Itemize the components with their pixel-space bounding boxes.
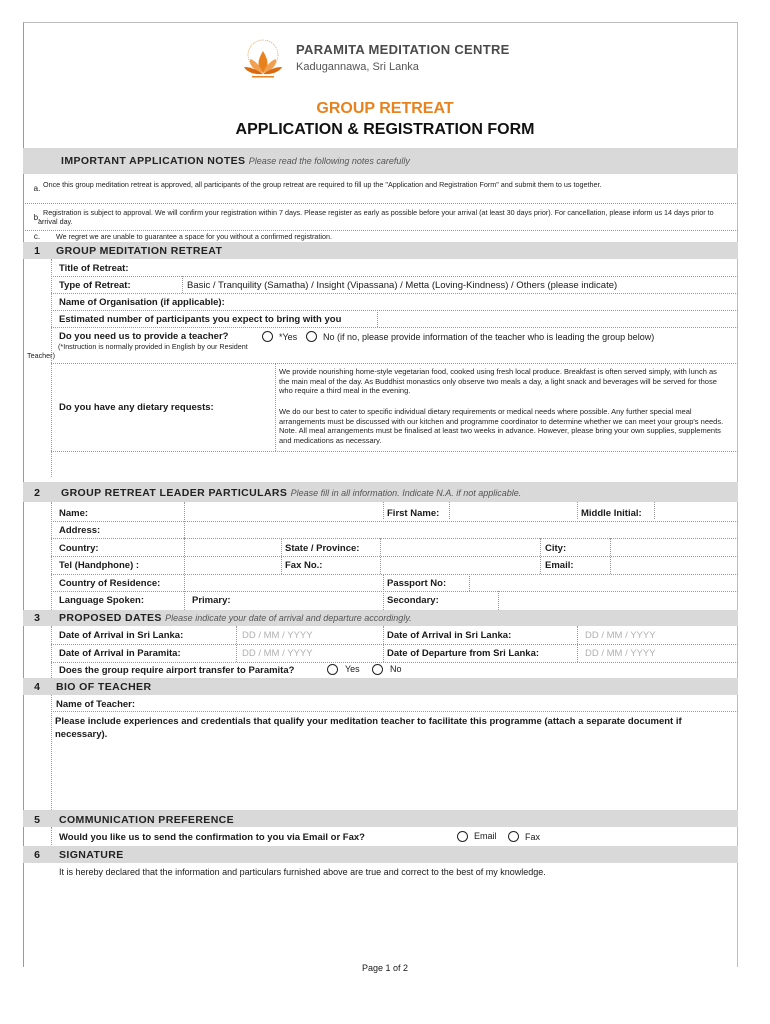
note-c: We regret we are unable to guarantee a space for you without a confirmed registration. (56, 232, 332, 241)
fax-radio[interactable] (508, 831, 519, 842)
arrival-sri-lanka-date-input[interactable]: DD / MM / YYYY (242, 630, 313, 641)
arrival-paramita-label: Date of Arrival in Paramita: (59, 648, 181, 659)
section2-title: GROUP RETREAT LEADER PARTICULARS Please fill in all information. Indicate N.A. if not applicable. (61, 487, 522, 499)
transfer-yes-radio[interactable] (327, 664, 338, 675)
section1-number: 1 (34, 245, 40, 257)
note-a: Once this group meditation retreat is approved, all participants of the group retreat are required to fill up the "Application and Registration Form" and submit them to us together. (43, 180, 602, 189)
residence-label: Country of Residence: (59, 578, 161, 589)
arrival-sri-lanka-right-date-input[interactable]: DD / MM / YYYY (585, 630, 656, 641)
state-label: State / Province: (285, 543, 360, 554)
dietary-question-label: Do you have any dietary requests: (59, 402, 214, 413)
section6-number: 6 (34, 849, 40, 861)
section4-title: BIO OF TEACHER (56, 681, 152, 693)
email-option-label: Email (474, 831, 497, 841)
dietary-info-paragraph-1: We provide nourishing home-style vegetarian food, cooked using fresh local produce. Breakfast is often served simply, with lunch as the main meal of the day. As Buddhist monastics only observe two meals a day, a light snack and beverages will be served for those who require a third meal in the evening. (279, 367, 717, 396)
departure-sri-lanka-date-input[interactable]: DD / MM / YYYY (585, 648, 656, 659)
type-of-retreat-options[interactable]: Basic / Tranquility (Samatha) / Insight (Vipassana) / Metta (Loving-Kindness) / Others (please indicate) (187, 280, 618, 291)
transfer-no-label: No (390, 664, 402, 674)
teacher-note: (*Instruction is normally provided in English by our Resident Teacher) (27, 342, 248, 360)
leader-name-label: Name: (59, 508, 89, 519)
arrival-sri-lanka-right-label: Date of Arrival in Sri Lanka: (387, 630, 512, 641)
org-name: PARAMITA MEDITATION CENTRE (296, 42, 510, 57)
org-location: Kadugannawa, Sri Lanka (296, 61, 419, 73)
teacher-yes-radio[interactable] (262, 331, 273, 342)
note-letter-a: a. (33, 184, 41, 193)
participants-label: Estimated number of participants you expect to bring with you (59, 314, 342, 325)
dietary-info-paragraph-2: We do our best to cater to specific individual dietary requirements or medical needs where possible. Any further special meal arrangements must be discussed with our kitchen and programme coordinator to determine whether we can meet your group's needs. Note. All meal arrangements must be finalised at least two weeks in advance. However, please bring your own supplies, supplements and medications as necessary. (279, 407, 724, 445)
transfer-yes-label: Yes (345, 664, 360, 674)
arrival-paramita-date-input[interactable]: DD / MM / YYYY (242, 648, 313, 659)
teacher-experience-label: Please include experiences and credentials that qualify your meditation teacher to facilitate this programme (attach a separate document if necessary). (55, 716, 682, 740)
middle-initial-label: Middle Initial: (581, 508, 642, 519)
section3-title: PROPOSED DATES Please indicate your date of arrival and departure accordingly. (59, 612, 412, 624)
organisation-name-label: Name of Organisation (if applicable): (59, 297, 225, 308)
city-label: City: (545, 543, 567, 554)
form-title: GROUP RETREAT (316, 100, 454, 117)
section5-number: 5 (34, 814, 40, 826)
section6-band (23, 846, 738, 863)
signature-declaration: It is hereby declared that the information and particulars furnished above are true and correct to the best of my knowledge. (59, 867, 546, 877)
teacher-question-label: Do you need us to provide a teacher? (59, 331, 229, 342)
section2-number: 2 (34, 487, 40, 499)
primary-language-label: Primary: (192, 595, 231, 606)
lotus-logo-icon (240, 37, 286, 81)
tel-label: Tel (Handphone) : (59, 560, 140, 571)
transfer-no-radio[interactable] (372, 664, 383, 675)
email-radio[interactable] (457, 831, 468, 842)
communication-question-label: Would you like us to send the confirmation to you via Email or Fax? (59, 832, 365, 843)
type-of-retreat-label: Type of Retreat: (59, 280, 131, 291)
teacher-yes-label: *Yes (279, 332, 298, 342)
section1-title: GROUP MEDITATION RETREAT (56, 245, 223, 257)
note-b: Registration is subject to approval. We will confirm your registration within 7 days. Please register as early as possible before your arrival (at least 30 days prior). For cancellation, please inform us 14 days prior to arrival day. (38, 208, 714, 226)
form-subtitle: APPLICATION & REGISTRATION FORM (235, 121, 535, 138)
title-of-retreat-label: Title of Retreat: (59, 263, 129, 274)
section4-number: 4 (34, 681, 40, 693)
secondary-language-label: Secondary: (387, 595, 439, 606)
teacher-no-radio[interactable] (306, 331, 317, 342)
first-name-label: First Name: (387, 508, 440, 519)
notes-title: IMPORTANT APPLICATION NOTES Please read the following notes carefully (61, 155, 410, 167)
passport-label: Passport No: (387, 578, 447, 589)
language-label: Language Spoken: (59, 595, 144, 606)
email-label: Email: (545, 560, 574, 571)
fax-no-label: Fax No.: (285, 560, 323, 571)
page-number: Page 1 of 2 (361, 963, 409, 973)
note-letter-c: c. (33, 232, 41, 241)
section6-title: SIGNATURE (59, 849, 124, 861)
fax-option-label: Fax (525, 832, 541, 842)
departure-sri-lanka-label: Date of Departure from Sri Lanka: (387, 648, 540, 659)
teacher-name-label: Name of Teacher: (56, 699, 136, 710)
arrival-sri-lanka-label: Date of Arrival in Sri Lanka: (59, 630, 184, 641)
country-label: Country: (59, 543, 99, 554)
address-label: Address: (59, 525, 101, 536)
section3-number: 3 (34, 612, 40, 624)
note-letter-b: b. (33, 213, 41, 222)
section5-title: COMMUNICATION PREFERENCE (59, 814, 235, 826)
airport-transfer-label: Does the group require airport transfer to Paramita? (59, 665, 295, 676)
teacher-no-label: No (if no, please provide information of the teacher who is leading the group below) (323, 332, 655, 342)
